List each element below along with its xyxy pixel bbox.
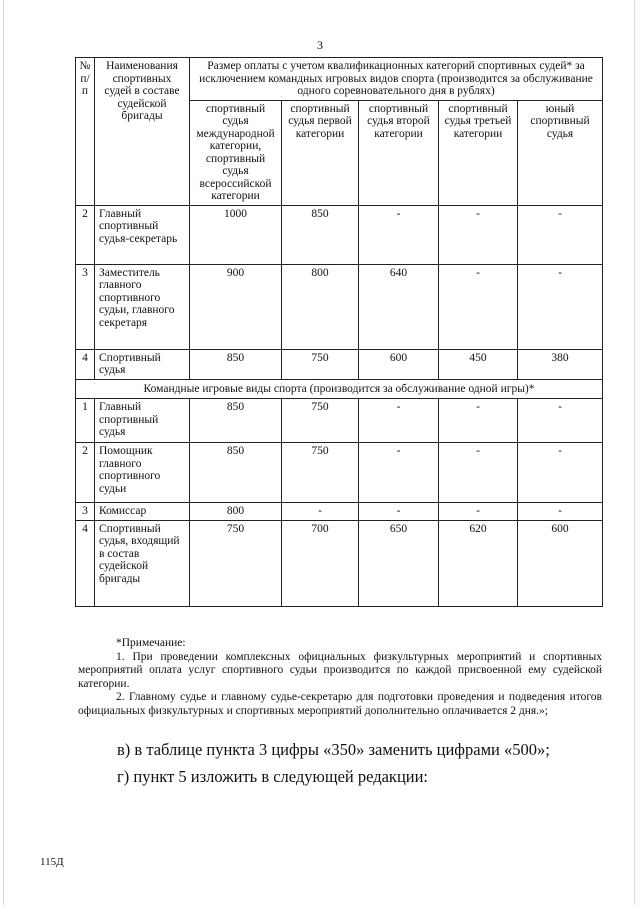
table-row: [76, 205, 603, 264]
row-num: 2: [76, 443, 95, 503]
row-value: 600: [518, 520, 603, 606]
row-value: 800: [190, 503, 282, 521]
row-name: Заместитель главного спортивного судьи, главного секретаря: [95, 264, 190, 349]
row-num: 3: [76, 503, 95, 521]
row-num: 4: [76, 520, 95, 606]
row-value: -: [359, 503, 439, 521]
row-value: 640: [359, 264, 439, 349]
scan-edge-right: [634, 0, 635, 905]
table-row: [76, 503, 603, 521]
table-row: [76, 443, 603, 503]
row-value: -: [439, 264, 518, 349]
row-value: -: [359, 443, 439, 503]
row-value: 750: [282, 399, 359, 443]
row-value: 850: [190, 349, 282, 379]
table-row: [76, 264, 603, 349]
table-row: [76, 520, 603, 606]
row-value: -: [518, 399, 603, 443]
header-row-1: [76, 58, 603, 101]
row-value: -: [359, 399, 439, 443]
row-name: Спортивный судья: [95, 349, 190, 379]
row-value: -: [359, 205, 439, 264]
note-2: 2. Главному судье и главному судье-секретарю для подготовки проведения и подведения итогов официальных физкультурных и спортивных мероприятий дополнительно оплачивается 2 дня.»;: [78, 691, 602, 717]
row-value: -: [518, 503, 603, 521]
row-value: 800: [282, 264, 359, 349]
row-value: 600: [359, 349, 439, 379]
fee-table: [75, 57, 603, 607]
row-name: Комиссар: [95, 503, 190, 521]
row-value: -: [518, 264, 603, 349]
row-value: 750: [190, 520, 282, 606]
row-num: 4: [76, 349, 95, 379]
row-num: 2: [76, 205, 95, 264]
row-value: -: [439, 443, 518, 503]
row-value: 750: [282, 443, 359, 503]
note-1: 1. При проведении комплексных официальных физкультурных мероприятий и спортивных мероприятий оплата услуг спортивного судьи производится по каждой присвоенной ему судейской категории.: [78, 650, 602, 690]
row-name: Главный спортивный судья-секретарь: [95, 205, 190, 264]
page-number: 3: [317, 38, 323, 52]
row-value: 380: [518, 349, 603, 379]
row-value: 750: [282, 349, 359, 379]
amendment-g: г) пункт 5 изложить в следующей редакции:: [117, 767, 429, 786]
header-cat-youth: юный спортивный судья: [518, 100, 603, 205]
row-name: Помощник главного спортивного судьи: [95, 443, 190, 503]
row-value: -: [282, 503, 359, 521]
notes-title: *Примечание:: [116, 637, 186, 649]
row-value: -: [439, 399, 518, 443]
header-cat-first: спортивный судья первой категории: [282, 100, 359, 205]
header-num: № п/п: [76, 58, 95, 206]
row-value: 450: [439, 349, 518, 379]
section-team-sports: Командные игровые виды спорта (производится за обслуживание одной игры)*: [76, 379, 603, 399]
row-value: 900: [190, 264, 282, 349]
row-value: -: [439, 503, 518, 521]
section-row: [76, 379, 603, 399]
row-value: 850: [282, 205, 359, 264]
header-cat-international: спортивный судья международной категории, спортивный судья всероссийской категории: [190, 100, 282, 205]
row-value: 1000: [190, 205, 282, 264]
table-row: [76, 399, 603, 443]
row-value: 700: [282, 520, 359, 606]
row-name: Главный спортивный судья: [95, 399, 190, 443]
document-code: 115Д: [40, 856, 64, 868]
row-value: -: [518, 443, 603, 503]
header-payment-size: Размер оплаты с учетом квалификационных категорий спортивных судей* за исключением командных игровых видов спорта (производится за обслуживание одного соревновательного дня в рублях): [190, 58, 603, 101]
notes-block: [78, 637, 602, 718]
row-num: 3: [76, 264, 95, 349]
header-cat-third: спортивный судья третьей категории: [439, 100, 518, 205]
row-value: 650: [359, 520, 439, 606]
row-name: Спортивный судья, входящий в состав судейской бригады: [95, 520, 190, 606]
header-name: Наименования спортивных судей в составе судейской бригады: [95, 58, 190, 206]
row-value: -: [518, 205, 603, 264]
row-value: 850: [190, 399, 282, 443]
row-num: 1: [76, 399, 95, 443]
row-value: 850: [190, 443, 282, 503]
row-value: -: [439, 205, 518, 264]
header-cat-second: спортивный судья второй категории: [359, 100, 439, 205]
table-row: [76, 349, 603, 379]
scan-edge-left: [3, 0, 4, 905]
amendment-v: в) в таблице пункта 3 цифры «350» заменить цифрами «500»;: [117, 740, 550, 759]
row-value: 620: [439, 520, 518, 606]
